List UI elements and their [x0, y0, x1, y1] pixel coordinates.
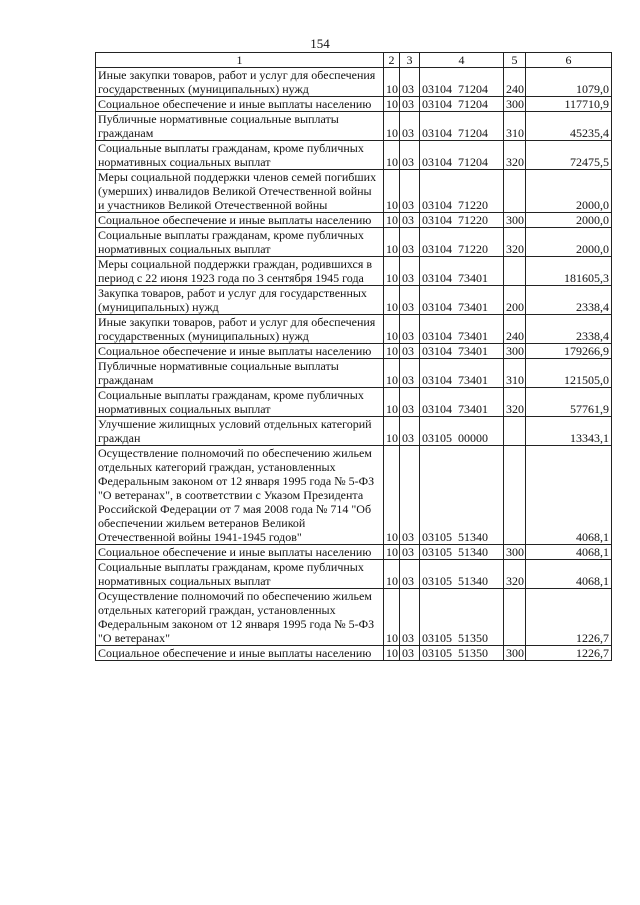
- header-row: [96, 53, 612, 68]
- row-section-cell: 10: [384, 359, 400, 388]
- table-row: [96, 68, 612, 97]
- row-kind-cell: 320: [504, 141, 526, 170]
- header-col-3: 3: [400, 53, 420, 68]
- row-amount-cell: 45235,4: [526, 112, 612, 141]
- row-code-cell: 03104 71204: [420, 68, 504, 97]
- row-amount-cell: 1079,0: [526, 68, 612, 97]
- row-section-cell: 10: [384, 228, 400, 257]
- row-amount-cell: 181605,3: [526, 257, 612, 286]
- row-code-cell: 03104 73401: [420, 359, 504, 388]
- row-section-cell: 10: [384, 560, 400, 589]
- row-code-cell: 03105 51350: [420, 589, 504, 646]
- row-kind-cell: [504, 446, 526, 545]
- row-code-cell: 03104 73401: [420, 286, 504, 315]
- row-name-cell: Социальные выплаты гражданам, кроме публичных нормативных социальных выплат: [96, 228, 384, 257]
- row-name-cell: Меры социальной поддержки граждан, родившихся в период с 22 июня 1923 года по 3 сентября 1945 года: [96, 257, 384, 286]
- table-row: [96, 315, 612, 344]
- row-code-cell: 03104 71204: [420, 112, 504, 141]
- row-code-cell: 03104 73401: [420, 315, 504, 344]
- table-row: [96, 388, 612, 417]
- row-name-cell: Социальные выплаты гражданам, кроме публичных нормативных социальных выплат: [96, 141, 384, 170]
- row-kind-cell: 300: [504, 646, 526, 661]
- table-row: [96, 560, 612, 589]
- row-amount-cell: 179266,9: [526, 344, 612, 359]
- row-code-cell: 03104 73401: [420, 344, 504, 359]
- row-kind-cell: 200: [504, 286, 526, 315]
- row-section-cell: 10: [384, 646, 400, 661]
- table-row: [96, 646, 612, 661]
- row-code-cell: 03104 73401: [420, 388, 504, 417]
- header-col-1: 1: [96, 53, 384, 68]
- row-amount-cell: 2338,4: [526, 315, 612, 344]
- row-section-cell: 10: [384, 68, 400, 97]
- row-name-cell: Осуществление полномочий по обеспечению жильем отдельных категорий граждан, установленных Федеральным законом от 12 января 1995 года № 5-ФЗ "О ветеранах", в соответствии с Указом Президента Российской Федерации от 7 мая 2008 года № 714 "Об обеспечении жильем ветеранов Великой Отечественной войны 1941-1945 годов": [96, 446, 384, 545]
- row-section-cell: 10: [384, 112, 400, 141]
- row-section-cell: 10: [384, 286, 400, 315]
- table-row: [96, 545, 612, 560]
- row-code-cell: 03104 71204: [420, 141, 504, 170]
- row-section-cell: 10: [384, 446, 400, 545]
- row-section-cell: 10: [384, 170, 400, 213]
- row-kind-cell: 320: [504, 560, 526, 589]
- row-subsection-cell: 03: [400, 446, 420, 545]
- table-row: [96, 359, 612, 388]
- row-name-cell: Иные закупки товаров, работ и услуг для обеспечения государственных (муниципальных) нужд: [96, 68, 384, 97]
- row-section-cell: 10: [384, 344, 400, 359]
- row-amount-cell: 1226,7: [526, 646, 612, 661]
- row-code-cell: 03104 73401: [420, 257, 504, 286]
- row-subsection-cell: 03: [400, 141, 420, 170]
- row-subsection-cell: 03: [400, 417, 420, 446]
- table-row: [96, 213, 612, 228]
- row-name-cell: Социальные выплаты гражданам, кроме публичных нормативных социальных выплат: [96, 388, 384, 417]
- row-name-cell: Социальное обеспечение и иные выплаты населению: [96, 97, 384, 112]
- row-subsection-cell: 03: [400, 359, 420, 388]
- row-code-cell: 03104 71204: [420, 97, 504, 112]
- row-amount-cell: 4068,1: [526, 545, 612, 560]
- row-amount-cell: 2338,4: [526, 286, 612, 315]
- row-amount-cell: 1226,7: [526, 589, 612, 646]
- row-subsection-cell: 03: [400, 257, 420, 286]
- table-row: [96, 257, 612, 286]
- row-subsection-cell: 03: [400, 545, 420, 560]
- row-amount-cell: 2000,0: [526, 228, 612, 257]
- row-kind-cell: [504, 589, 526, 646]
- row-amount-cell: 13343,1: [526, 417, 612, 446]
- header-col-5: 5: [504, 53, 526, 68]
- row-section-cell: 10: [384, 315, 400, 344]
- row-amount-cell: 57761,9: [526, 388, 612, 417]
- row-code-cell: 03104 71220: [420, 228, 504, 257]
- row-code-cell: 03105 51350: [420, 646, 504, 661]
- row-amount-cell: 4068,1: [526, 560, 612, 589]
- row-name-cell: Осуществление полномочий по обеспечению жильем отдельных категорий граждан, установленных Федеральным законом от 12 января 1995 года № 5-ФЗ "О ветеранах": [96, 589, 384, 646]
- row-kind-cell: 310: [504, 359, 526, 388]
- row-amount-cell: 117710,9: [526, 97, 612, 112]
- table-row: [96, 589, 612, 646]
- header-col-6: 6: [526, 53, 612, 68]
- row-code-cell: 03105 51340: [420, 446, 504, 545]
- table-row: [96, 170, 612, 213]
- row-code-cell: 03105 51340: [420, 560, 504, 589]
- row-amount-cell: 2000,0: [526, 213, 612, 228]
- row-section-cell: 10: [384, 589, 400, 646]
- row-subsection-cell: 03: [400, 315, 420, 344]
- row-amount-cell: 2000,0: [526, 170, 612, 213]
- row-kind-cell: 240: [504, 315, 526, 344]
- row-kind-cell: 310: [504, 112, 526, 141]
- row-name-cell: Закупка товаров, работ и услуг для государственных (муниципальных) нужд: [96, 286, 384, 315]
- row-subsection-cell: 03: [400, 589, 420, 646]
- budget-table: [95, 52, 612, 661]
- row-name-cell: Публичные нормативные социальные выплаты гражданам: [96, 359, 384, 388]
- row-subsection-cell: 03: [400, 344, 420, 359]
- page-number: 154: [310, 36, 330, 51]
- table-row: [96, 446, 612, 545]
- row-section-cell: 10: [384, 417, 400, 446]
- row-section-cell: 10: [384, 141, 400, 170]
- row-amount-cell: 4068,1: [526, 446, 612, 545]
- row-code-cell: 03104 71220: [420, 213, 504, 228]
- row-code-cell: 03105 51340: [420, 545, 504, 560]
- table-row: [96, 112, 612, 141]
- row-name-cell: Социальное обеспечение и иные выплаты населению: [96, 344, 384, 359]
- table-body: [96, 68, 612, 661]
- row-name-cell: Меры социальной поддержки членов семей погибших (умерших) инвалидов Великой Отечественной войны и участников Великой Отечественной войны: [96, 170, 384, 213]
- table-row: [96, 417, 612, 446]
- table-header: [96, 53, 612, 68]
- row-subsection-cell: 03: [400, 68, 420, 97]
- row-kind-cell: 300: [504, 344, 526, 359]
- row-subsection-cell: 03: [400, 213, 420, 228]
- row-amount-cell: 121505,0: [526, 359, 612, 388]
- row-subsection-cell: 03: [400, 170, 420, 213]
- row-subsection-cell: 03: [400, 560, 420, 589]
- row-subsection-cell: 03: [400, 228, 420, 257]
- row-name-cell: Социальные выплаты гражданам, кроме публичных нормативных социальных выплат: [96, 560, 384, 589]
- row-name-cell: Публичные нормативные социальные выплаты гражданам: [96, 112, 384, 141]
- row-section-cell: 10: [384, 545, 400, 560]
- row-subsection-cell: 03: [400, 646, 420, 661]
- row-kind-cell: 320: [504, 228, 526, 257]
- table-row: [96, 228, 612, 257]
- header-col-4: 4: [420, 53, 504, 68]
- row-kind-cell: 240: [504, 68, 526, 97]
- row-section-cell: 10: [384, 257, 400, 286]
- row-kind-cell: 300: [504, 545, 526, 560]
- row-section-cell: 10: [384, 388, 400, 417]
- row-kind-cell: 320: [504, 388, 526, 417]
- table-row: [96, 97, 612, 112]
- table-row: [96, 141, 612, 170]
- row-name-cell: Социальное обеспечение и иные выплаты населению: [96, 545, 384, 560]
- row-code-cell: 03105 00000: [420, 417, 504, 446]
- row-subsection-cell: 03: [400, 286, 420, 315]
- row-name-cell: Иные закупки товаров, работ и услуг для обеспечения государственных (муниципальных) нужд: [96, 315, 384, 344]
- row-subsection-cell: 03: [400, 388, 420, 417]
- table-row: [96, 344, 612, 359]
- row-kind-cell: [504, 170, 526, 213]
- row-kind-cell: [504, 417, 526, 446]
- row-section-cell: 10: [384, 97, 400, 112]
- row-kind-cell: [504, 257, 526, 286]
- header-col-2: 2: [384, 53, 400, 68]
- table-row: [96, 286, 612, 315]
- row-code-cell: 03104 71220: [420, 170, 504, 213]
- row-kind-cell: 300: [504, 213, 526, 228]
- row-kind-cell: 300: [504, 97, 526, 112]
- row-name-cell: Социальное обеспечение и иные выплаты населению: [96, 213, 384, 228]
- row-name-cell: Улучшение жилищных условий отдельных категорий граждан: [96, 417, 384, 446]
- row-subsection-cell: 03: [400, 112, 420, 141]
- row-name-cell: Социальное обеспечение и иные выплаты населению: [96, 646, 384, 661]
- row-subsection-cell: 03: [400, 97, 420, 112]
- row-section-cell: 10: [384, 213, 400, 228]
- row-amount-cell: 72475,5: [526, 141, 612, 170]
